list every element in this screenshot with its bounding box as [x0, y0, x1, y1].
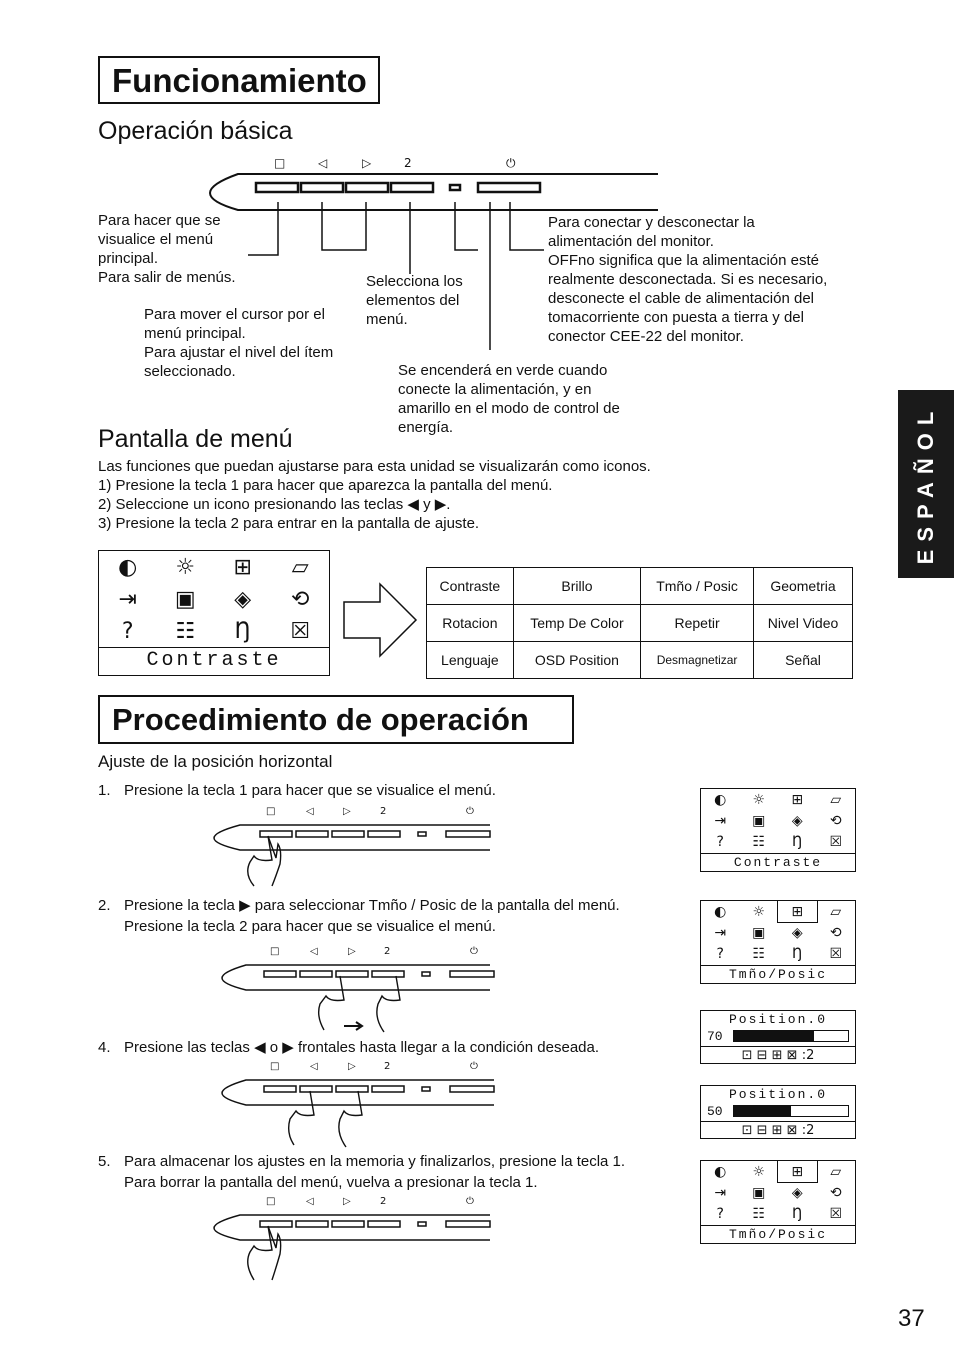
brightness-icon: ☼ — [752, 903, 766, 920]
key-label-2: 2 — [404, 156, 412, 170]
recall-icon: ◈ — [234, 586, 252, 612]
hand-icon — [248, 836, 281, 886]
rotation-icon: ⇥ — [118, 586, 137, 612]
video-level-icon: ⟲ — [829, 1184, 842, 1201]
recall-icon: ◈ — [791, 812, 803, 829]
geometry-icon: ▱ — [830, 903, 842, 920]
table-cell: Geometria — [753, 568, 852, 605]
svg-text:□: □ — [266, 806, 276, 817]
svg-text:▷: ▷ — [348, 1061, 356, 1072]
menu-screen-label: Contraste — [701, 853, 855, 872]
color-temp-icon: ▣ — [752, 812, 766, 829]
language-icon: ? — [716, 946, 724, 963]
osd-position-icon: ☷ — [752, 946, 766, 963]
video-level-icon: ⟲ — [291, 586, 310, 612]
svg-text:□: □ — [270, 946, 280, 957]
osd-position-icon: ☷ — [752, 834, 766, 851]
table-cell: Contraste — [427, 568, 514, 605]
size-position-icon: ⊞ — [233, 554, 252, 580]
panel-diagram-step4 — [220, 1055, 500, 1150]
operacion-basica-heading: Operación básica — [98, 117, 293, 145]
svg-text:▷: ▷ — [343, 1196, 351, 1207]
svg-text:⏻: ⏻ — [466, 1196, 474, 1207]
key-label-1: □ — [274, 156, 286, 170]
page-number: 37 — [898, 1305, 925, 1332]
contrast-icon: ◐ — [714, 791, 727, 808]
step-2: 2. Presione la tecla ▶ para seleccionar Tmño / Posic de la pantalla del menú. Presione la tecla 2 para hacer que se visualice el menú. — [98, 897, 620, 935]
note-cursor: Para mover el cursor por el menú principal. Para ajustar el nivel del ítem seleccionado. — [144, 306, 334, 380]
position-icons: ⊡ ⊟ ⊞ ⊠ :2 — [701, 1121, 855, 1140]
menu-screen-label: Tmño/Posic — [701, 1225, 855, 1244]
signal-icon: ☒ — [829, 946, 843, 963]
table-cell: Desmagnetizar — [641, 642, 754, 679]
hand-icon — [289, 1091, 314, 1145]
note-select: Selecciona los elementos del menú. — [366, 273, 463, 328]
osd-position-icon: ☷ — [175, 618, 196, 644]
menu-screen-label: Contraste — [99, 647, 329, 674]
section-title-procedimiento: Procedimiento de operación — [98, 695, 574, 744]
position-title: Position.0 — [728, 1012, 827, 1027]
table-row — [427, 642, 853, 679]
svg-text:□: □ — [266, 1196, 276, 1207]
position-bar-fill — [734, 1106, 791, 1116]
signal-icon: ☒ — [829, 1206, 843, 1223]
size-position-icon: ⊞ — [778, 901, 817, 922]
rotation-icon: ⇥ — [714, 924, 727, 941]
menu-screen-large — [98, 550, 330, 676]
button-2 — [391, 183, 433, 192]
menu-screen-step5 — [700, 1160, 856, 1244]
position-title: Position.0 — [728, 1087, 827, 1102]
step-1: 1. Presione la tecla 1 para hacer que se visualice el menú. — [98, 782, 496, 799]
button-right — [346, 183, 388, 192]
svg-text:⏻: ⏻ — [470, 1061, 478, 1072]
color-temp-icon: ▣ — [752, 1184, 766, 1201]
button-left — [301, 183, 343, 192]
color-temp-icon: ▣ — [752, 924, 766, 941]
button-power — [478, 183, 540, 192]
arrow-right-icon — [340, 580, 420, 660]
rotation-icon: ⇥ — [714, 1184, 727, 1201]
table-cell: Brillo — [513, 568, 640, 605]
section-title-funcionamiento: Funcionamiento — [98, 56, 380, 104]
key-label-power: ⏻ — [506, 156, 516, 170]
button-1 — [256, 183, 298, 192]
position-bar-fill — [734, 1031, 814, 1041]
osd-position-icon: ☷ — [752, 1206, 766, 1223]
table-cell: Rotacion — [427, 605, 514, 642]
procedimiento-subheading: Ajuste de la posición horizontal — [98, 752, 333, 771]
language-tab-label: ESPAÑOL — [913, 403, 938, 565]
signal-icon: ☒ — [290, 618, 311, 644]
language-tab — [898, 390, 954, 578]
svg-text:◁: ◁ — [310, 1061, 318, 1072]
table-row — [427, 605, 853, 642]
panel-diagram-step1 — [210, 800, 500, 890]
pantalla-menu-heading: Pantalla de menú — [98, 425, 293, 453]
svg-text:◁: ◁ — [310, 946, 318, 957]
hand-icon — [377, 976, 400, 1032]
menu-screen-label: Tmño/Posic — [701, 965, 855, 984]
hand-icon — [339, 1091, 362, 1147]
svg-text:▷: ▷ — [348, 946, 356, 957]
step-4: 4. Presione las teclas ◀ o ▶ frontales hasta llegar a la condición deseada. — [98, 1039, 600, 1056]
degauss-icon: Ŋ — [792, 834, 803, 851]
note-led: Se encenderá en verde cuando conecte la alimentación, y en amarillo en el modo de control de energía. — [398, 362, 620, 436]
geometry-icon: ▱ — [830, 791, 842, 808]
signal-icon: ☒ — [829, 834, 843, 851]
hand-icon — [248, 1226, 281, 1280]
svg-text:2: 2 — [384, 946, 391, 957]
svg-text:◁: ◁ — [306, 1196, 314, 1207]
video-level-icon: ⟲ — [829, 924, 842, 941]
brightness-icon: ☼ — [175, 554, 196, 580]
table-cell: Señal — [753, 642, 852, 679]
position-bar — [733, 1030, 849, 1042]
size-position-icon: ⊞ — [778, 1161, 817, 1182]
brightness-icon: ☼ — [752, 1163, 766, 1180]
function-table — [426, 567, 853, 679]
key-label-left: ◁ — [318, 156, 328, 170]
table-cell: Lenguaje — [427, 642, 514, 679]
table-row — [427, 568, 853, 605]
degauss-icon: Ŋ — [234, 618, 251, 644]
position-bar — [733, 1105, 849, 1117]
position-panel-50 — [700, 1085, 856, 1139]
brightness-icon: ☼ — [752, 791, 766, 808]
table-cell: Temp De Color — [513, 605, 640, 642]
recall-icon: ◈ — [791, 924, 803, 941]
step-5: 5. Para almacenar los ajustes en la memoria y finalizarlos, presione la tecla 1. Para borrar la pantalla del menú, vuelva a presionar la tecla 1. — [98, 1153, 626, 1191]
note-power: Para conectar y desconectar la alimentación del monitor. OFFno significa que la alimentación esté realmente desconectada. Si es necesario, desconecte el cable de alimentación del tomacorriente con puesta a tierra y del conector CEE-22 del monitor. — [548, 214, 828, 345]
contrast-icon: ◐ — [118, 554, 138, 580]
language-icon: ? — [716, 834, 724, 851]
table-cell: OSD Position — [513, 642, 640, 679]
led — [450, 185, 460, 190]
panel-diagram-step2 — [220, 940, 500, 1035]
panel-diagram-step5 — [210, 1190, 500, 1285]
table-cell: Repetir — [641, 605, 754, 642]
position-icons: ⊡ ⊟ ⊞ ⊠ :2 — [701, 1046, 855, 1065]
svg-text:⏻: ⏻ — [470, 946, 478, 957]
position-value: 50 — [707, 1103, 723, 1119]
video-level-icon: ⟲ — [829, 812, 842, 829]
contrast-icon: ◐ — [714, 1163, 727, 1180]
svg-text:2: 2 — [384, 1061, 391, 1072]
pantalla-menu-steps: 1) Presione la tecla 1 para hacer que aparezca la pantalla del menú. 2) Seleccione un icono presionando las teclas ◀ y ▶. 3) Presione la tecla 2 para entrar en la pantalla de ajuste. — [98, 477, 553, 532]
language-icon: ? — [716, 1206, 724, 1223]
svg-text:▷: ▷ — [343, 806, 351, 817]
degauss-icon: Ŋ — [792, 946, 803, 963]
note-menu: Para hacer que se visualice el menú principal. Para salir de menús. — [98, 212, 236, 286]
svg-text:□: □ — [270, 1061, 280, 1072]
degauss-icon: Ŋ — [792, 1206, 803, 1223]
svg-text:⏻: ⏻ — [466, 806, 474, 817]
language-icon: ? — [121, 618, 134, 644]
geometry-icon: ▱ — [830, 1163, 842, 1180]
table-cell: Tmño / Posic — [641, 568, 754, 605]
pantalla-menu-intro: Las funciones que puedan ajustarse para esta unidad se visualizarán como iconos. — [98, 458, 651, 475]
position-panel-70 — [700, 1010, 856, 1064]
contrast-icon: ◐ — [714, 903, 727, 920]
color-temp-icon: ▣ — [174, 586, 196, 612]
menu-screen-step1 — [700, 788, 856, 872]
hand-icon — [319, 976, 344, 1030]
recall-icon: ◈ — [791, 1184, 803, 1201]
rotation-icon: ⇥ — [714, 812, 727, 829]
arrow-icon — [344, 1022, 362, 1030]
table-cell: Nivel Video — [753, 605, 852, 642]
menu-screen-step2 — [700, 900, 856, 984]
size-position-icon: ⊞ — [791, 791, 804, 808]
svg-text:2: 2 — [380, 1196, 387, 1207]
svg-text:2: 2 — [380, 806, 387, 817]
key-label-right: ▷ — [362, 156, 372, 170]
geometry-icon: ▱ — [291, 554, 309, 580]
position-value: 70 — [707, 1028, 723, 1044]
svg-text:◁: ◁ — [306, 806, 314, 817]
